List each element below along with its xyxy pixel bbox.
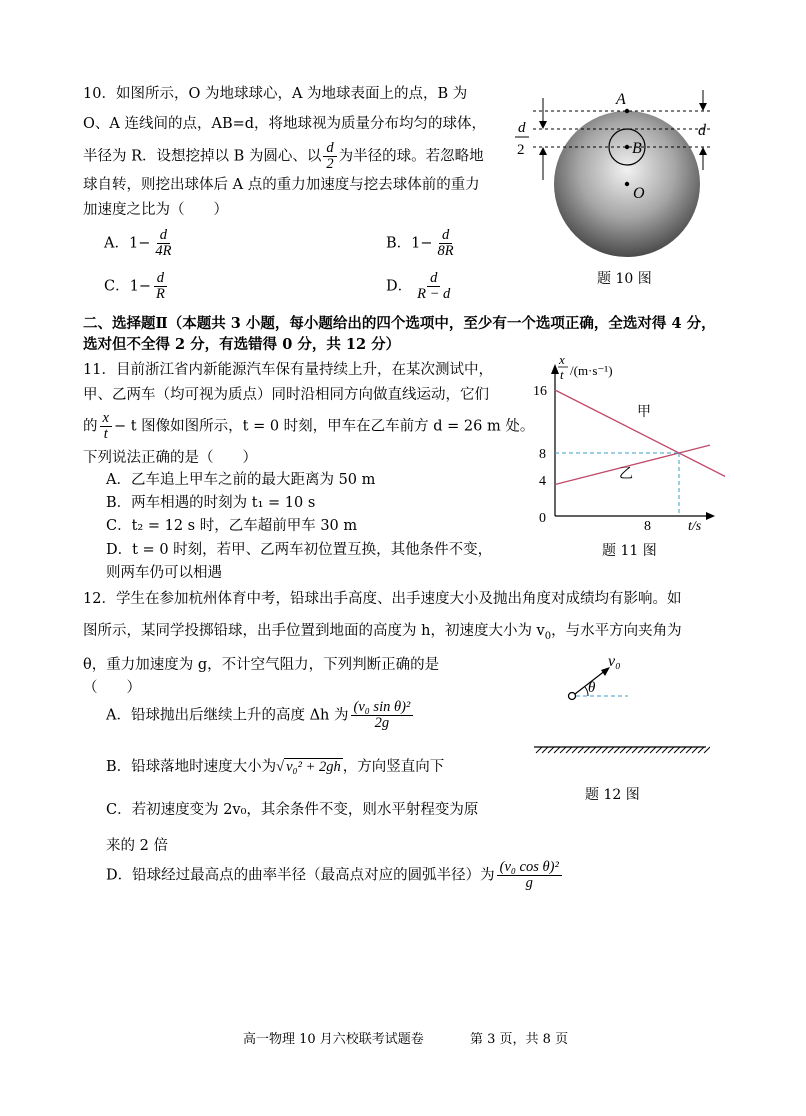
q12-line-2 (83, 621, 682, 647)
right-arrowhead-down (699, 103, 707, 111)
hatch-mark (650, 747, 656, 753)
q12-line-2-subscript: 0 (544, 630, 552, 642)
section-2-title-line-1: 二、选择题Ⅱ（本题共 3 小题，每小题给出的四个选项中，至少有一个选项正确，全选对得 4 分， (83, 315, 716, 332)
q11-option-a: A．乙车追上甲车之前的最大距离为 50 m (106, 472, 376, 488)
q12-option-c-continued: 来的 2 倍 (106, 838, 168, 854)
q11-line-3-post: − t 图像如图所示，t = 0 时刻，甲车在乙车前方 d = 26 m 处。 (113, 418, 535, 435)
right-arrowhead-up (699, 147, 707, 155)
hatch-mark (614, 747, 620, 753)
fraction-numerator: d (157, 228, 170, 244)
q10-line-3-post: 为半径的球。若忽略地 (338, 148, 484, 165)
point-o-dot (625, 182, 629, 186)
q11-option-d-continued: 则两车仍可以相遇 (106, 565, 222, 581)
hatch-mark (662, 747, 668, 753)
option-fraction (153, 271, 168, 302)
hatch-mark (632, 747, 638, 753)
option-prefix: 1− (129, 278, 151, 295)
hatch-mark (638, 747, 644, 753)
hatch-mark (542, 747, 548, 753)
left-arrowhead-up (539, 147, 547, 155)
hatch-mark (566, 747, 572, 753)
fraction-numerator: d (427, 271, 440, 287)
fraction-numerator: d (439, 228, 452, 244)
y-axis-label-num: x (559, 352, 565, 367)
q12-figure-caption: 题 12 图 (585, 787, 640, 803)
fraction-denominator: R − d (417, 286, 451, 302)
section-2-title-line-2: 选对但不全得 2 分，有选错得 0 分，共 12 分） (83, 336, 401, 353)
q10-figure (505, 88, 725, 288)
q12-line-2-pre: 图所示，某同学投掷铅球，出手位置到地面的高度为 h，初速度大小为 v (83, 623, 545, 639)
hatch-mark (554, 747, 560, 753)
option-fraction (497, 860, 562, 891)
series-label-yi: 乙 (619, 466, 633, 482)
q11-line-1: 11．目前浙江省内新能源汽车保有量持续上升，在某次测试中， (83, 362, 493, 378)
q10-line-3-fraction (323, 141, 336, 172)
label-v0: v₀ (608, 653, 621, 670)
label-d-over-2-num: d (518, 120, 526, 136)
option-text: A．铅球抛出后继续上升的高度 Δh 为 (106, 707, 349, 724)
q12-figure (530, 650, 710, 760)
ground-hatching (536, 747, 710, 753)
fraction-numerator: x (100, 411, 112, 427)
option-label: C． (104, 278, 130, 295)
q10-line-2: O、A 连线间的点，AB=d，将地球视为质量分布均匀的球体， (83, 116, 487, 132)
y-axis-label-den: t (560, 367, 564, 382)
q12-option-c: C．若初速度变为 2v₀，其余条件不变，则水平射程变为原 (106, 802, 479, 818)
hatch-mark (608, 747, 614, 753)
shot-ball (569, 693, 576, 700)
fraction-denominator: g (525, 875, 533, 891)
chart-y-axis-arrow (551, 364, 559, 374)
q11-option-b: B．两车相遇的时刻为 t₁ = 10 s (106, 495, 316, 511)
label-a: A (616, 91, 626, 108)
hatch-mark (668, 747, 674, 753)
q12-option-a (106, 700, 415, 731)
hatch-mark (692, 747, 698, 753)
hatch-mark (686, 747, 692, 753)
hatch-mark (590, 747, 596, 753)
hatch-mark (560, 747, 566, 753)
q11-chart (525, 350, 725, 530)
q11-line-2: 甲、乙两车（均可视为质点）同时沿相同方向做直线运动，它们 (83, 387, 489, 403)
fraction-numerator: (v₀ sin θ)² (351, 700, 414, 716)
fraction-numerator: (v₀ cos θ)² (497, 860, 562, 876)
q10-line-3-pre: 半径为 R．设想挖掉以 B 为圆心、以 (83, 148, 322, 165)
option-fraction (351, 700, 414, 731)
option-label: D． (386, 278, 413, 295)
footer-exam-title: 高一物理 10 月六校联考试题卷 (243, 1032, 424, 1047)
fraction-numerator: d (323, 141, 336, 157)
tick-label-y-16: 16 (533, 384, 547, 399)
series-label-jia: 甲 (637, 404, 651, 420)
hatch-mark (674, 747, 680, 753)
q12-line-1: 12．学生在参加杭州体育中考，铅球出手高度、出手速度大小及抛出角度对成绩均有影响。如 (83, 591, 682, 607)
q10-line-5: 加速度之比为（ ） (83, 202, 228, 218)
option-text: D．铅球经过最高点的曲率半径（最高点对应的圆弧半径）为 (106, 867, 495, 884)
tick-label-y-8: 8 (539, 447, 546, 462)
fraction-denominator: 8R (437, 243, 454, 259)
hatch-mark (704, 747, 710, 753)
q12-option-d (106, 860, 564, 891)
option-prefix: 1− (411, 235, 433, 252)
q11-line-3-pre: 的 (83, 418, 98, 435)
q11-line-3 (83, 411, 534, 442)
label-d-over-2-den: 2 (517, 142, 525, 158)
hatch-mark (596, 747, 602, 753)
option-text: B．铅球落地时速度大小为 (106, 759, 277, 775)
hatch-mark (548, 747, 554, 753)
option-fraction (435, 228, 457, 259)
q11-line-3-fraction (100, 411, 112, 442)
q10-line-1: 10．如图所示，O 为地球球心，A 为地球表面上的点，B 为 (83, 86, 468, 102)
q11-figure-caption: 题 11 图 (602, 543, 657, 559)
tick-label-y-4: 4 (539, 474, 546, 489)
fraction-denominator: 4R (155, 243, 172, 259)
fraction-numerator: d (154, 271, 167, 287)
chart-x-axis-arrow (706, 512, 715, 520)
q12-line-4: （ ） (83, 680, 141, 696)
q10-line-3 (83, 141, 484, 172)
label-d-right: d (698, 122, 706, 139)
option-text-post: ，方向竖直向下 (342, 759, 445, 775)
q10-option-b (386, 228, 459, 259)
hatch-mark (602, 747, 608, 753)
hatch-mark (626, 747, 632, 753)
hatch-mark (584, 747, 590, 753)
hatch-mark (578, 747, 584, 753)
fraction-denominator: t (103, 426, 108, 442)
footer-page-number: 第 3 页，共 8 页 (470, 1032, 569, 1047)
hatch-mark (536, 747, 542, 753)
sqrt-radicand: v₀² + 2gh (286, 759, 341, 775)
hatch-mark (572, 747, 578, 753)
q10-option-d (386, 271, 455, 302)
option-label: A． (104, 235, 129, 252)
q11-option-c: C．t₂ = 12 s 时，乙车超前甲车 30 m (106, 518, 358, 534)
q10-line-4: 球自转，则挖出球体后 A 点的重力加速度与挖去球体前的重力 (83, 177, 480, 193)
q10-option-c (104, 271, 170, 302)
q12-option-b (106, 755, 444, 776)
left-arrowhead-down (539, 121, 547, 129)
tick-label-origin: 0 (539, 511, 546, 526)
fraction-denominator: 2g (374, 715, 390, 731)
label-theta: θ (588, 680, 596, 696)
q12-line-2-post: ，与水平方向夹角为 (551, 623, 682, 639)
hatch-mark (644, 747, 650, 753)
option-label: B． (386, 235, 412, 252)
option-fraction (152, 228, 174, 259)
fraction-denominator: R (155, 286, 165, 302)
tick-label-x-8: 8 (644, 519, 651, 530)
label-o: O (633, 185, 645, 202)
hatch-mark (698, 747, 704, 753)
sqrt-expression: √ v₀² + 2gh (276, 759, 341, 775)
hatch-mark (680, 747, 686, 753)
series-line-jia (555, 390, 725, 477)
q11-option-d: D．t = 0 时刻，若甲、乙两车初位置互换，其他条件不变， (106, 542, 493, 558)
fraction-denominator: 2 (326, 156, 334, 172)
option-fraction (414, 271, 453, 302)
y-axis-label-unit: /(m·s⁻¹) (570, 363, 613, 378)
option-prefix: 1− (128, 235, 151, 252)
q10-option-a (104, 228, 176, 259)
q11-line-4: 下列说法正确的是（ ） (83, 450, 257, 466)
q10-figure-caption: 题 10 图 (597, 271, 652, 287)
hatch-mark (620, 747, 626, 753)
hatch-mark (656, 747, 662, 753)
x-axis-label: t/s (688, 519, 702, 530)
q12-line-3: θ，重力加速度为 g，不计空气阻力，下列判断正确的是 (83, 657, 440, 673)
label-b: B (632, 140, 642, 157)
